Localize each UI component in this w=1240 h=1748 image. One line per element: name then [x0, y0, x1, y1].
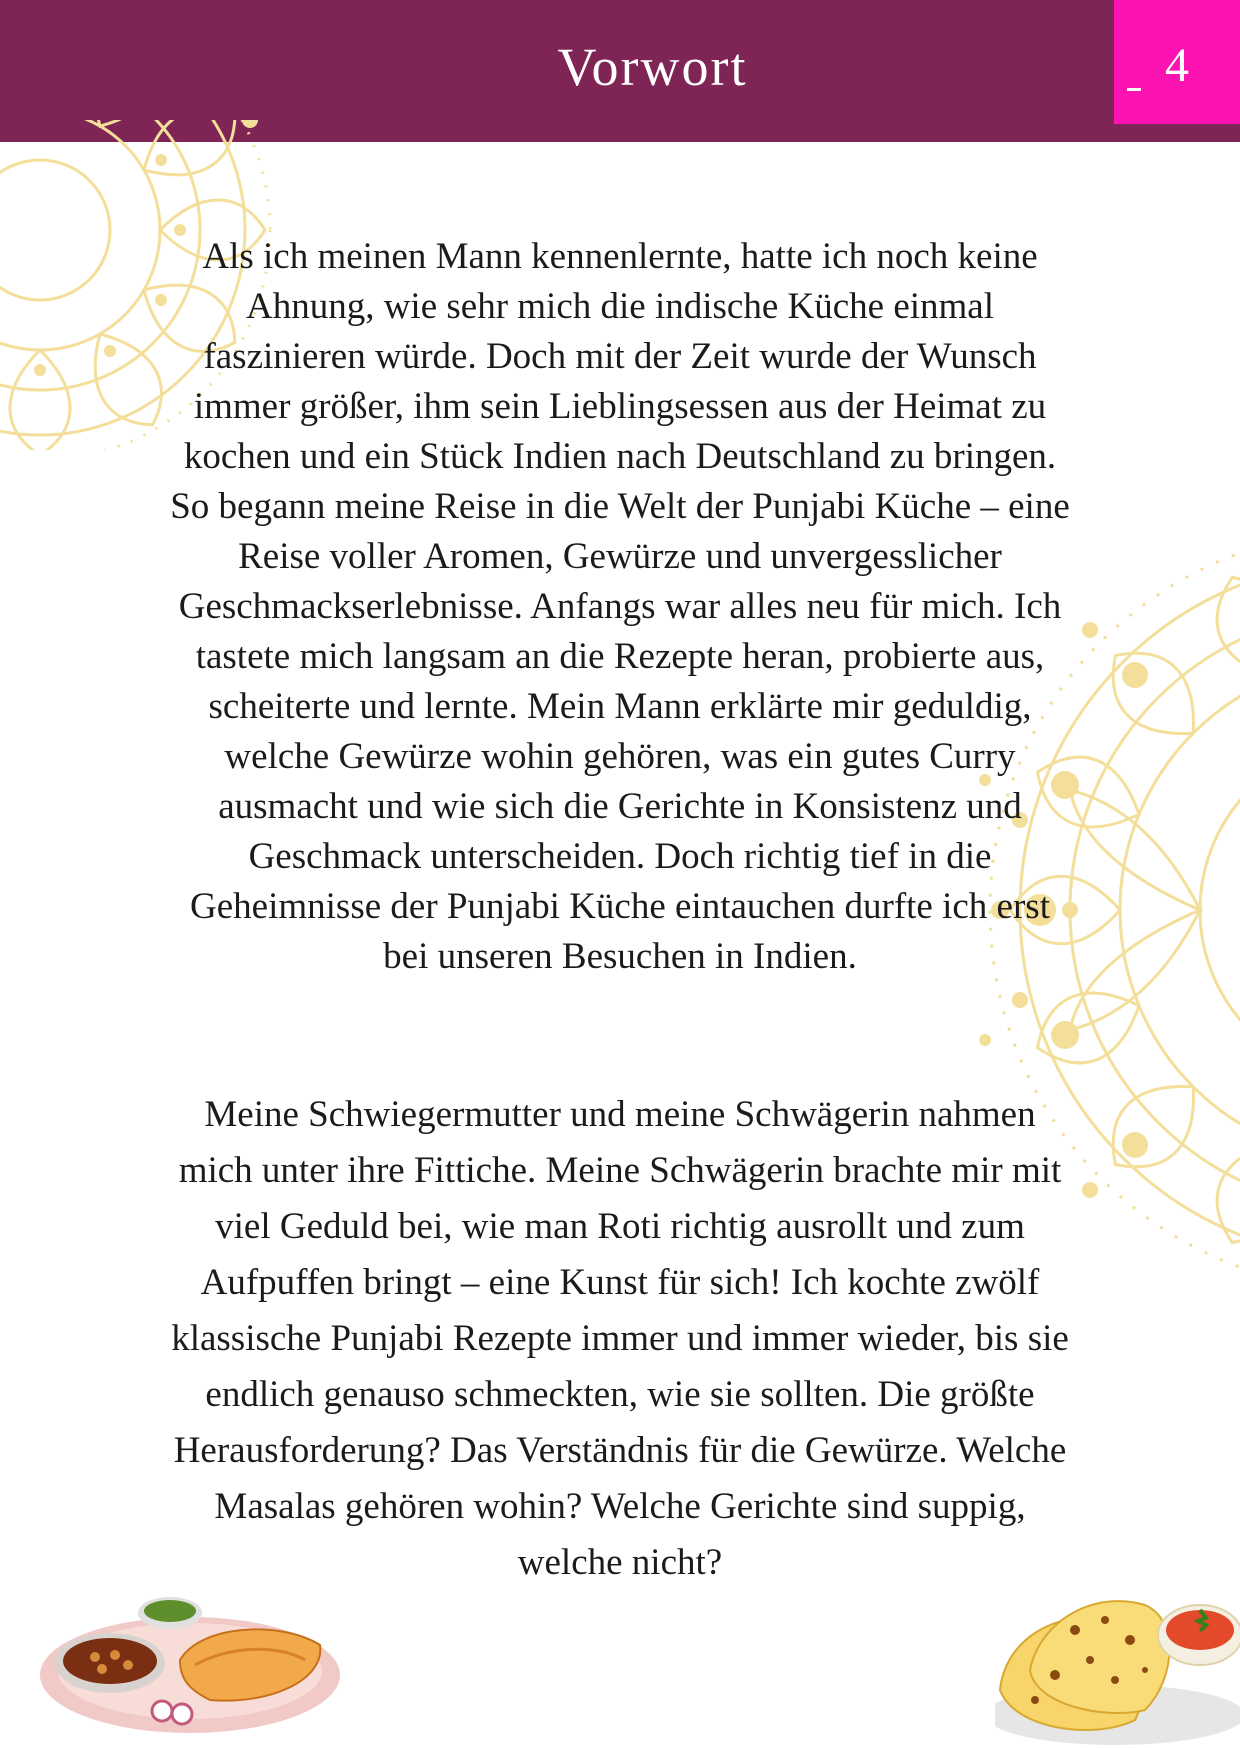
- paratha-with-curry-illustration: [995, 1580, 1240, 1745]
- paragraph-intro: Als ich meinen Mann kennenlernte, hatte ich noch keine Ahnung, wie sehr mich die indische Küche einmal faszinieren würde. Doch mit der Zeit wurde der Wunsch immer größer, ihm sein Lieblingsessen aus der Heimat zu kochen und ein Stück Indien nach Deutschland zu bringen. So begann meine Reise in die Welt der Punjabi Küche – eine Reise voller Aromen, Gewürze und unvergesslicher Geschmackserlebnisse. Anfangs war alles neu für mich. Ich tastete mich langsam an die Rezepte heran, probierte aus, scheiterte und lernte. Mein Mann erklärte mir geduldig, welche Gewürze wohin gehören, was ein gutes Curry ausmacht und wie sich die Gerichte in Konsistenz und Geschmack unterscheiden. Doch richtig tief in die Geheimnisse der Punjabi Küche eintauchen durfte ich erst bei unseren Besuchen in Indien.: [170, 236, 1070, 977]
- page-title: Vorwort: [557, 37, 748, 97]
- page-number: 4: [1165, 39, 1189, 92]
- thali-plate-illustration: [40, 1585, 340, 1735]
- paragraph-family: Meine Schwiegermutter und meine Schwägerin nahmen mich unter ihre Fittiche. Meine Schwägerin brachte mir mit viel Geduld bei, wie man Roti richtig ausrollt und zum Aufpuffen bringt – eine Kunst für sich! Ich kochte zwölf klassische Punjabi Rezepte immer und immer wieder, bis sie endlich genauso schmeckten, wie sie sollten. Die größte Herausforderung? Das Verständnis für die Gewürze. Welche Masalas gehören wohin? Welche Gerichte sind suppig, welche nicht?: [171, 1094, 1069, 1583]
- page-number-underline: [1127, 88, 1141, 91]
- page-number-badge: [1114, 0, 1240, 124]
